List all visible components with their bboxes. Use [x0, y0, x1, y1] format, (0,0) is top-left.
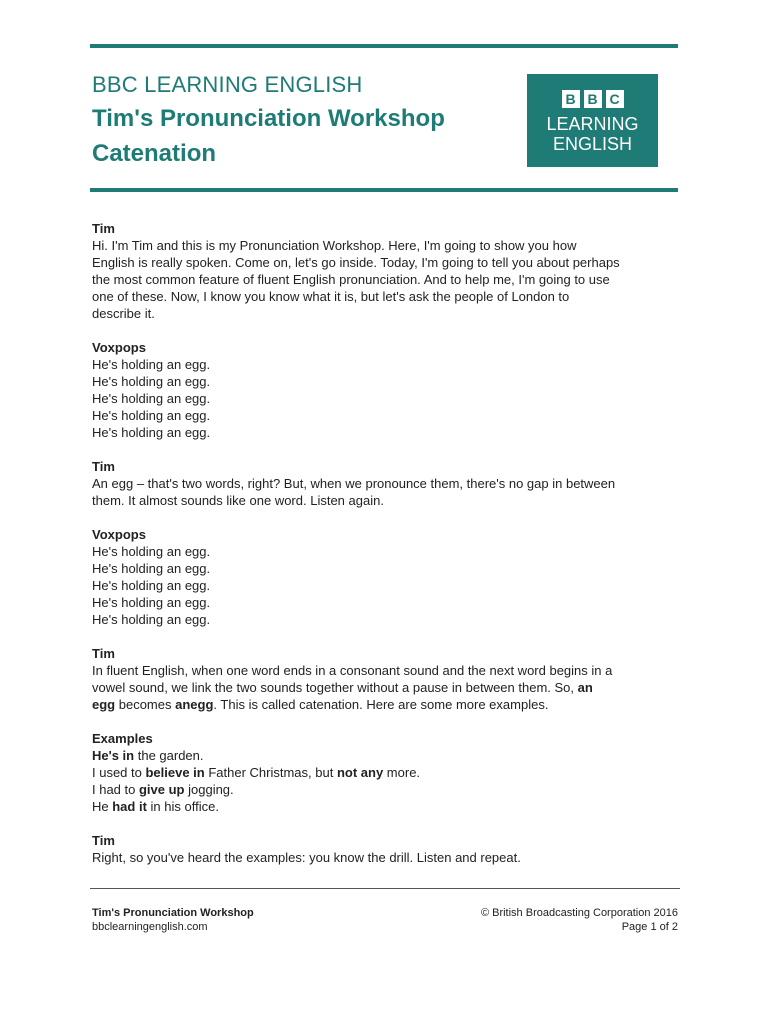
document-subtitle: Catenation: [92, 140, 217, 167]
text-segment: He's holding an egg.: [92, 561, 211, 576]
text-segment: An egg – that's two words, right? But, when we pronounce them, there's no gap in between: [92, 476, 616, 491]
footer-page-number: Page 1 of 2: [621, 921, 678, 933]
text-segment: He's holding an egg.: [92, 408, 211, 423]
transcript-block: [92, 730, 682, 815]
text-segment: Hi. I'm Tim and this is my Pronunciation Workshop. Here, I'm going to show you how: [92, 238, 577, 253]
text-segment: He's holding an egg.: [92, 357, 211, 372]
transcript-line: [92, 560, 682, 577]
highlighted-phrase: an: [577, 680, 593, 695]
footer-left: [92, 906, 254, 934]
transcript-block: [92, 645, 682, 713]
text-segment: describe it.: [92, 306, 155, 321]
text-segment: He's holding an egg.: [92, 425, 211, 440]
text-segment: He's holding an egg.: [92, 578, 211, 593]
logo-letter-b1: B: [562, 90, 580, 108]
transcript-line: [92, 764, 682, 781]
transcript-line: [92, 611, 682, 628]
text-segment: He's holding an egg.: [92, 374, 211, 389]
text-segment: one of these. Now, I know you know what it is, but let's ask the people of London to: [92, 289, 570, 304]
header-top-rule: [90, 44, 678, 48]
text-segment: the garden.: [134, 748, 204, 763]
logo-learning: LEARNING: [546, 114, 639, 134]
transcript-line: [92, 373, 682, 390]
transcript-line: [92, 798, 682, 815]
highlighted-phrase: He's in: [92, 748, 135, 763]
transcript-line: [92, 271, 682, 288]
text-segment: jogging.: [184, 782, 234, 797]
text-segment: Right, so you've heard the examples: you know the drill. Listen and repeat.: [92, 850, 521, 865]
transcript-line: [92, 781, 682, 798]
speaker-label: Voxpops: [92, 340, 146, 355]
bbc-letters: [527, 90, 658, 108]
text-segment: the most common feature of fluent English pronunciation. And to help me, I'm going to use: [92, 272, 610, 287]
text-segment: vowel sound, we link the two sounds together without a pause in between them. So,: [92, 680, 578, 695]
text-segment: in his office.: [146, 799, 219, 814]
speaker-label: Examples: [92, 731, 153, 746]
text-segment: English is really spoken. Come on, let's go inside. Today, I'm going to tell you about perhaps: [92, 255, 620, 270]
brand-title: BBC LEARNING ENGLISH: [92, 72, 363, 97]
transcript-block: [92, 526, 682, 628]
transcript-line: [92, 390, 682, 407]
logo-letter-b2: B: [584, 90, 602, 108]
footer-copyright: © British Broadcasting Corporation 2016: [480, 907, 678, 919]
transcript-line: [92, 543, 682, 560]
footer-right: [481, 906, 678, 934]
transcript-line: [92, 696, 682, 713]
text-segment: He's holding an egg.: [92, 544, 211, 559]
bbc-learning-english-logo: [527, 74, 658, 167]
highlighted-phrase: not any: [336, 765, 384, 780]
text-segment: them. It almost sounds like one word. Listen again.: [92, 493, 384, 508]
transcript-body: [92, 220, 682, 883]
text-segment: more.: [383, 765, 421, 780]
logo-letter-c: C: [606, 90, 624, 108]
transcript-line: [92, 424, 682, 441]
transcript-line: [92, 849, 682, 866]
text-segment: Father Christmas, but: [204, 765, 337, 780]
header-bottom-rule: [90, 188, 678, 192]
text-segment: I used to: [92, 765, 146, 780]
footer-workshop-title: Tim's Pronunciation Workshop: [92, 907, 254, 919]
footer-website: bbclearningenglish.com: [92, 921, 208, 933]
text-segment: He: [92, 799, 113, 814]
document-title: Tim's Pronunciation Workshop: [92, 105, 445, 132]
transcript-line: [92, 577, 682, 594]
logo-english: ENGLISH: [552, 134, 633, 154]
transcript-line: [92, 407, 682, 424]
transcript-block: [92, 458, 682, 509]
transcript-line: [92, 492, 682, 509]
text-segment: He's holding an egg.: [92, 612, 211, 627]
highlighted-phrase: egg: [92, 697, 116, 712]
speaker-label: Tim: [92, 646, 115, 661]
transcript-line: [92, 594, 682, 611]
highlighted-phrase: believe in: [145, 765, 205, 780]
text-segment: I had to: [92, 782, 139, 797]
transcript-block: [92, 339, 682, 441]
transcript-block: [92, 832, 682, 866]
transcript-line: [92, 662, 682, 679]
transcript-line: [92, 475, 682, 492]
transcript-line: [92, 305, 682, 322]
transcript-block: [92, 220, 682, 322]
text-segment: becomes: [115, 697, 176, 712]
transcript-line: [92, 288, 682, 305]
text-segment: . This is called catenation. Here are some more examples.: [213, 697, 549, 712]
transcript-line: [92, 679, 682, 696]
highlighted-phrase: had it: [112, 799, 147, 814]
transcript-line: [92, 254, 682, 271]
transcript-line: [92, 747, 682, 764]
speaker-label: Tim: [92, 459, 115, 474]
transcript-line: [92, 356, 682, 373]
footer-rule: [90, 888, 680, 889]
speaker-label: Tim: [92, 833, 115, 848]
text-segment: He's holding an egg.: [92, 595, 211, 610]
transcript-line: [92, 237, 682, 254]
highlighted-phrase: give up: [138, 782, 185, 797]
text-segment: In fluent English, when one word ends in a consonant sound and the next word begins in a: [92, 663, 613, 678]
text-segment: He's holding an egg.: [92, 391, 211, 406]
speaker-label: Tim: [92, 221, 115, 236]
speaker-label: Voxpops: [92, 527, 146, 542]
highlighted-phrase: anegg: [175, 697, 214, 712]
